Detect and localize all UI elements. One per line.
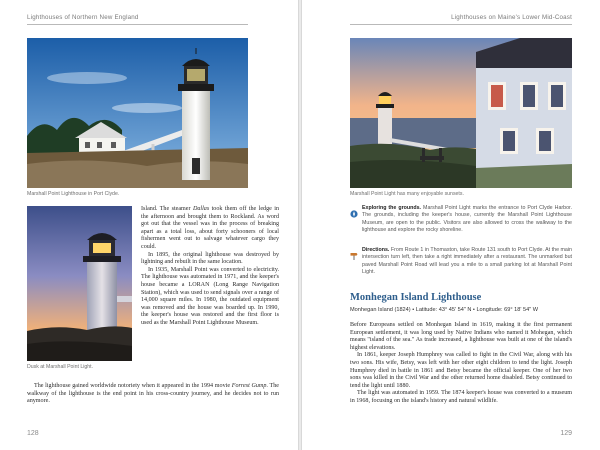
compass-icon <box>350 205 358 213</box>
road-sign-icon <box>350 247 358 255</box>
tip-directions <box>350 247 572 276</box>
right-page-number: 129 <box>560 430 572 437</box>
marshall-point-sunset-photo <box>350 38 572 188</box>
left-body-wide <box>27 383 279 406</box>
paragraph: Before Europeans settled on Monhegan Island in 1619, making it the first permanent European settlement, it was long used by Native Indians who named it Mohegan, which means "island of the sea." As trade increased, a lighthouse was built at one of the island's highest elevations. <box>350 322 572 351</box>
paragraph: In 1935, Marshall Point was converted to electricity. The lighthouse was automated in 1971, and the keeper's house became a LORAN (Long Range Navigation Station), which was used to send signals over a range of 14,000 square miles. In 1980, the outdated equipment was removed and the house was boarded up. In 1990, the keeper's house was restored and the first floor is used as the Marshall Point Lighthouse Museum. <box>141 266 279 326</box>
paragraph <box>141 206 279 252</box>
dusk-photo-caption: Dusk at Marshall Point Light. <box>27 364 94 370</box>
movie-title: Forrest Gump <box>231 383 267 389</box>
right-running-head: Lighthouses on Maine's Lower Mid-Coast <box>451 14 572 21</box>
section-title: Monhegan Island Lighthouse <box>350 292 482 303</box>
right-page <box>302 0 600 450</box>
marshall-point-dusk-photo <box>27 206 132 361</box>
marshall-point-lighthouse-photo <box>27 38 248 188</box>
left-head-rule <box>27 24 248 25</box>
right-photo-caption: Marshall Point Light has many enjoyable sunsets. <box>350 191 464 197</box>
left-page-number: 128 <box>27 430 39 437</box>
tip-body: From Route 1 in Thomaston, take Route 131 south to Port Clyde. At the main intersection turn left, then take a right immediately after a restaurant. The unmarked but paved Marshall Point Road will lead you a mile to a small parking lot at Marshall Point Light. <box>362 247 572 275</box>
paragraph-text: took them off the ledge in the afternoon and brought them to Rockland. As word got out that the vessel was in the process of breaking apart as a total loss, about forty schooners of local fishermen went out to salvage whatever cargo they could. <box>141 206 279 250</box>
paragraph: In 1861, keeper Joseph Humphrey was called to fight in the Civil War, along with his two sons. His wife, Betsy, was left with her other eight children to tend the light. Joseph Humphrey died in battle in 1861 and Betsy became the official keeper. One of her two sons was killed in the Civil War and the other returned home disabled. Betsy continued to tend the light until 1880. <box>350 352 572 389</box>
left-body-column <box>141 206 279 328</box>
lighthouse-facts-line: Monhegan Island (1824) • Latitude: 43° 45' 54" N • Longitude: 69° 18' 54" W <box>350 307 539 313</box>
tip-exploring-grounds <box>350 205 572 234</box>
top-photo-caption: Marshall Point Lighthouse in Port Clyde. <box>27 191 120 197</box>
paragraph: The light was automated in 1959. The 1874 keeper's house was converted to a museum in 1968, focusing on the island's history and natural wildlife. <box>350 390 572 404</box>
right-head-rule <box>350 24 572 25</box>
tip-title: Directions. <box>362 247 390 253</box>
tip-text <box>362 247 572 276</box>
right-body-column <box>350 322 572 406</box>
paragraph-text: Island. The steamer <box>141 206 193 212</box>
left-running-head: Lighthouses of Northern New England <box>27 14 139 21</box>
tip-text <box>362 205 572 234</box>
paragraph-text: The lighthouse gained worldwide notoriety when it appeared in the 1994 movie <box>34 383 232 389</box>
left-page <box>0 0 298 450</box>
paragraph <box>27 383 279 406</box>
paragraph: In 1895, the original lighthouse was destroyed by lightning and rebuilt in the same location. <box>141 251 279 266</box>
tip-body: Marshall Point Light marks the entrance to Port Clyde Harbor. The grounds, including the keeper's house, currently the Marshall Point Lighthouse Museum, are open to the public. Visitors are also allowed to cross the walkway to the lighthouse and explore the rocky shoreline. <box>362 205 572 233</box>
ship-name: Dallas <box>192 206 210 212</box>
tip-title: Exploring the grounds. <box>362 205 422 211</box>
paragraph-text: . The walkway of the lighthouse is the end point in his cross-country journey, and he decides not to run anymore. <box>27 383 279 405</box>
